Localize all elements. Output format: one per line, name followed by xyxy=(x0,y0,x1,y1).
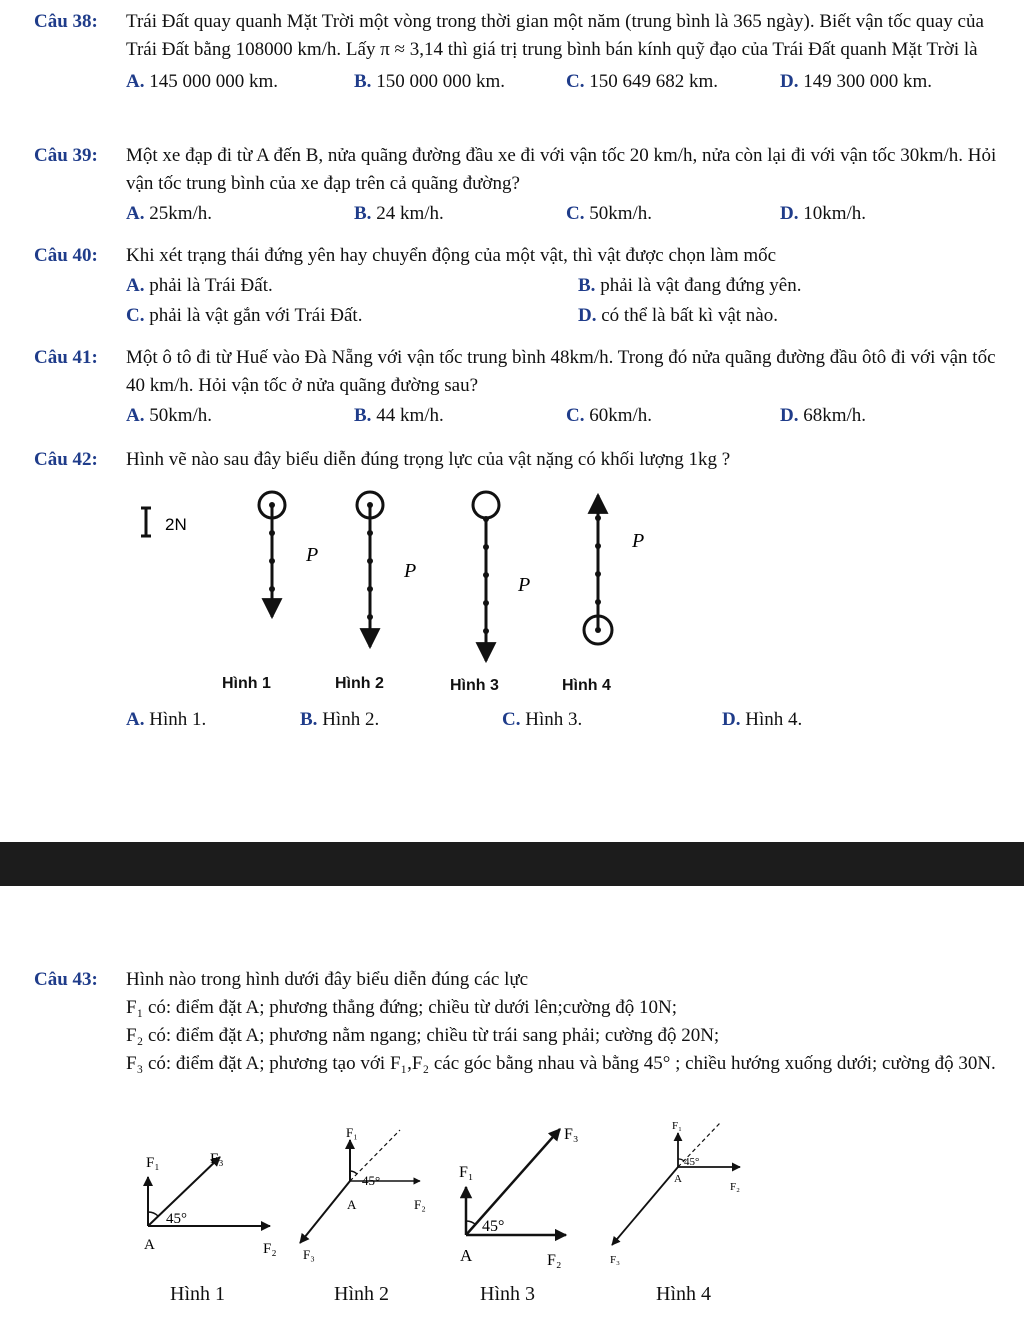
option-a[interactable]: A. phải là Trái Đất. xyxy=(126,275,273,296)
label-a: A xyxy=(144,1237,155,1253)
q43-figures xyxy=(0,1115,1024,1295)
q43-caption-3: Hình 3 xyxy=(480,1283,535,1305)
dark-separator-band xyxy=(0,842,1024,886)
option-b[interactable]: B. 150 000 000 km. xyxy=(354,71,505,92)
option-b[interactable]: B. 44 km/h. xyxy=(354,405,444,426)
label-f3: F₃ xyxy=(610,1254,620,1266)
question-number: Câu 43: xyxy=(34,969,98,990)
question-text: Hình nào trong hình dưới đây biểu diễn đúng các lực xyxy=(126,969,529,990)
vector-label-2: P⃗ xyxy=(404,560,432,582)
f1-description: F₁ có: điểm đặt A; phương thẳng đứng; chiều từ dưới lên;cường độ 10N; xyxy=(126,997,678,1018)
option-c[interactable]: C. Hình 3. xyxy=(502,709,583,730)
option-d[interactable]: D. 149 300 000 km. xyxy=(780,71,933,92)
question-42 xyxy=(34,446,999,474)
question-text: Một ô tô đi từ Huế vào Đà Nẵng với vận tốc trung bình 48km/h. Trong đó nửa quãng đường đầu ôtô đi với vận tốc 40 km/h. Hỏi vận tốc ở nửa quãng đường sau? xyxy=(126,347,996,396)
q42-caption-4: Hình 4 xyxy=(562,677,611,694)
vector-label-4: P⃗ xyxy=(632,530,660,552)
label-angle: 45° xyxy=(482,1218,505,1235)
question-43 xyxy=(34,966,999,1078)
q43-caption-1: Hình 1 xyxy=(170,1283,225,1305)
q43-caption-4: Hình 4 xyxy=(656,1283,711,1305)
figure-1 xyxy=(259,492,285,617)
label-f1: F₁ xyxy=(146,1155,160,1171)
option-b[interactable]: B. phải là vật đang đứng yên. xyxy=(578,275,802,296)
question-40 xyxy=(34,242,999,332)
question-number: Câu 38: xyxy=(34,11,98,32)
label-f1: F₁ xyxy=(346,1125,358,1140)
question-38 xyxy=(34,8,999,98)
q42-options xyxy=(34,706,999,736)
option-a[interactable]: A. 25km/h. xyxy=(126,203,213,224)
vector-label-1: P⃗ xyxy=(306,544,334,566)
label-angle: 45° xyxy=(362,1173,381,1188)
question-number: Câu 39: xyxy=(34,145,98,166)
q42-caption-2: Hình 2 xyxy=(335,675,384,692)
q43-caption-2: Hình 2 xyxy=(334,1283,389,1305)
vector-label-3: P⃗ xyxy=(518,574,546,596)
option-d[interactable]: D. có thể là bất kì vật nào. xyxy=(578,305,778,326)
question-39 xyxy=(34,142,999,230)
question-text: Khi xét trạng thái đứng yên hay chuyển động của một vật, thì vật được chọn làm mốc xyxy=(126,245,777,266)
label-f3: F₃ xyxy=(303,1247,315,1262)
q43-figure-2 xyxy=(300,1130,420,1243)
label-f2: F₂ xyxy=(547,1252,562,1269)
label-f1: F₁ xyxy=(459,1164,474,1181)
option-a[interactable]: A. Hình 1. xyxy=(126,709,207,730)
question-text: Hình vẽ nào sau đây biểu diễn đúng trọng lực của vật nặng có khối lượng 1kg ? xyxy=(126,449,731,470)
q43-figure-3 xyxy=(466,1129,566,1235)
question-41 xyxy=(34,344,999,432)
option-a[interactable]: A. 145 000 000 km. xyxy=(126,71,279,92)
question-text: Trái Đất quay quanh Mặt Trời một vòng trong thời gian một năm (trung bình là 365 ngày). Biết vận tốc quay của Trái Đất bằng 108000 km/h. Lấy π ≈ 3,14 thì giá trị trung bình bán kính quỹ đạo của Trái Đất quanh Mặt Trời là xyxy=(126,11,984,60)
option-c[interactable]: C. phải là vật gắn với Trái Đất. xyxy=(126,305,363,326)
option-b[interactable]: B. Hình 2. xyxy=(300,709,380,730)
label-a: A xyxy=(347,1197,357,1212)
label-f3: F₃ xyxy=(564,1126,579,1143)
option-c[interactable]: C. 150 649 682 km. xyxy=(566,71,719,92)
scale-label: 2N xyxy=(165,515,187,534)
question-number: Câu 41: xyxy=(34,347,98,368)
option-a[interactable]: A. 50km/h. xyxy=(126,405,213,426)
option-b[interactable]: B. 24 km/h. xyxy=(354,203,444,224)
question-number: Câu 40: xyxy=(34,245,98,266)
scale-bar xyxy=(141,508,187,536)
option-d[interactable]: D. 10km/h. xyxy=(780,203,867,224)
label-f3: F₃ xyxy=(210,1151,224,1167)
q42-caption-3: Hình 3 xyxy=(450,677,499,694)
label-f2: F₂ xyxy=(414,1197,426,1212)
label-angle: 45° xyxy=(684,1156,700,1168)
label-f1: F₁ xyxy=(672,1120,682,1132)
option-d[interactable]: D. 68km/h. xyxy=(780,405,867,426)
f2-description: F₂ có: điểm đặt A; phương nằm ngang; chiều từ trái sang phải; cường độ 20N; xyxy=(126,1025,720,1046)
option-c[interactable]: C. 60km/h. xyxy=(566,405,653,426)
label-a: A xyxy=(674,1173,682,1185)
label-a: A xyxy=(460,1246,473,1265)
label-f2: F₂ xyxy=(730,1181,740,1193)
q42-figures xyxy=(0,485,1024,705)
figure-2 xyxy=(357,492,383,647)
label-angle: 45° xyxy=(166,1211,187,1227)
option-c[interactable]: C. 50km/h. xyxy=(566,203,653,224)
option-d[interactable]: D. Hình 4. xyxy=(722,709,803,730)
f3-description: F₃ có: điểm đặt A; phương tạo với F₁,F₂ các góc bằng nhau và bằng 45° ; chiều hướng xuống dưới; cường độ 30N. xyxy=(126,1053,996,1074)
question-text: Một xe đạp đi từ A đến B, nửa quãng đường đầu xe đi với vận tốc 20 km/h, nửa còn lại đi với vận tốc 30km/h. Hỏi vận tốc trung bình của xe đạp trên cả quãng đường? xyxy=(126,145,997,194)
q42-caption-1: Hình 1 xyxy=(222,675,271,692)
label-f2: F₂ xyxy=(263,1241,277,1257)
question-number: Câu 42: xyxy=(34,449,98,470)
